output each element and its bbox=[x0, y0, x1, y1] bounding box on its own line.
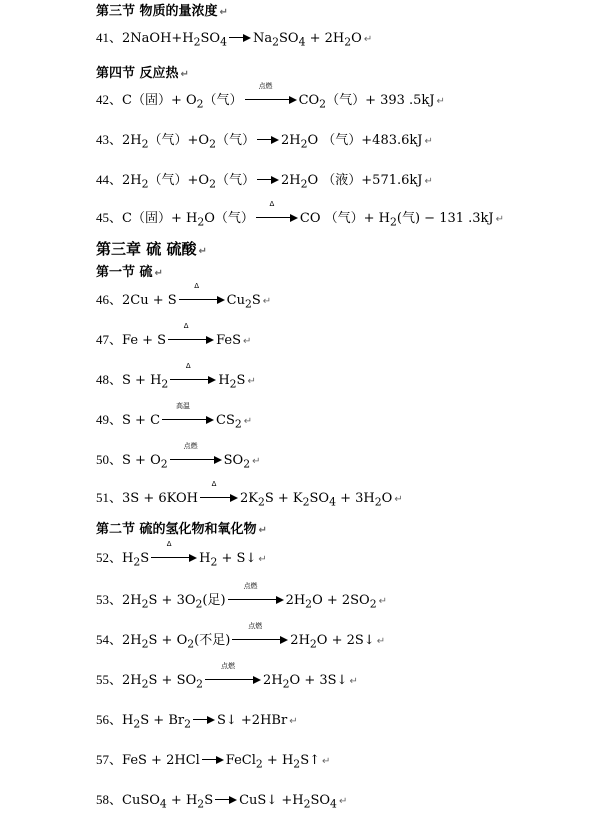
reaction-arrow-icon bbox=[257, 131, 279, 151]
equation-products: $CS_2$ bbox=[216, 413, 242, 431]
equation-number: 51、 bbox=[96, 490, 123, 505]
paragraph-mark: ↵ bbox=[363, 34, 373, 45]
reaction-arrow-icon bbox=[168, 322, 214, 351]
reaction-arrow-icon bbox=[151, 540, 197, 569]
reaction-condition: 点燃 bbox=[183, 442, 198, 450]
equation-number: 47、 bbox=[96, 332, 123, 347]
equation-reactants: S + C bbox=[122, 413, 161, 428]
equation-line bbox=[96, 480, 403, 509]
paragraph-mark: ↵ bbox=[436, 96, 445, 107]
equation-number: 58、 bbox=[96, 792, 123, 807]
reaction-condition: Δ bbox=[183, 322, 189, 330]
reaction-condition: 点燃 bbox=[243, 582, 258, 590]
paragraph-mark: ↵ bbox=[424, 136, 433, 147]
section-heading: 第一节 硫 ↵ bbox=[96, 265, 163, 280]
paragraph-mark: ↵ bbox=[262, 296, 272, 307]
paragraph-mark: ↵ bbox=[243, 336, 252, 347]
equation-reactants: 3S + 6KOH bbox=[122, 491, 198, 506]
equation-reactants: Fe + S bbox=[122, 333, 167, 348]
paragraph-mark: ↵ bbox=[180, 69, 189, 80]
section-heading: 第三节 物质的量浓度 ↵ bbox=[96, 4, 228, 19]
equation-products: $2H_2O$ （气）+483.6kJ bbox=[280, 133, 423, 151]
equation-number: 45、 bbox=[96, 210, 123, 225]
paragraph-mark: ↵ bbox=[198, 246, 207, 257]
reaction-arrow-icon bbox=[179, 282, 225, 311]
equation-number: 41、 bbox=[96, 30, 123, 45]
reaction-arrow-icon bbox=[205, 662, 261, 691]
paragraph-mark: ↵ bbox=[252, 456, 261, 467]
paragraph-mark: ↵ bbox=[322, 756, 331, 767]
equation-line bbox=[96, 200, 505, 229]
reaction-condition: Δ bbox=[166, 540, 172, 548]
section-heading: 第四节 反应热 ↵ bbox=[96, 66, 189, 81]
reaction-arrow-icon bbox=[193, 711, 215, 731]
paragraph-mark: ↵ bbox=[338, 796, 348, 807]
equation-line bbox=[96, 130, 433, 150]
equation-number: 55、 bbox=[96, 672, 123, 687]
reaction-arrow-icon bbox=[215, 791, 237, 811]
reaction-arrow-icon bbox=[170, 442, 222, 471]
equation-reactants: $2H_2S + 3O_2$(足) bbox=[122, 593, 226, 611]
reaction-arrow-icon bbox=[229, 29, 251, 49]
reaction-condition: Δ bbox=[211, 480, 217, 488]
equation-reactants: CuSO$_4$ + $H_2S$ bbox=[122, 793, 214, 811]
equation-line bbox=[96, 622, 386, 651]
reaction-arrow-icon bbox=[245, 82, 297, 111]
equation-number: 52、 bbox=[96, 550, 123, 565]
reaction-condition: 高温 bbox=[176, 402, 191, 410]
equation-products: $Na_2SO_4 + 2H_2O$ bbox=[253, 31, 362, 49]
equation-number: 42、 bbox=[96, 92, 123, 107]
equation-number: 49、 bbox=[96, 412, 123, 427]
equation-products: $2H_2O$ + 3S↓ bbox=[263, 673, 348, 691]
equation-reactants: $H_2S + Br_2$ bbox=[122, 713, 191, 731]
equation-number: 54、 bbox=[96, 632, 123, 647]
reaction-condition: Δ bbox=[185, 362, 191, 370]
paragraph-mark: ↵ bbox=[394, 494, 403, 505]
paragraph-mark: ↵ bbox=[258, 525, 267, 536]
equation-reactants: $2H_2S + SO_2$ bbox=[122, 673, 204, 691]
equation-products: $2H_2O + 2SO_2$ bbox=[285, 593, 377, 611]
equation-reactants: $2H_2$（气）$+O_2$（气） bbox=[122, 173, 255, 191]
equation-products: FeS bbox=[216, 333, 242, 348]
equation-line bbox=[96, 28, 372, 48]
equation-reactants: 2Cu + S bbox=[122, 293, 177, 308]
reaction-arrow-icon bbox=[228, 582, 284, 611]
equation-reactants: $S + H_2$ bbox=[122, 373, 169, 391]
paragraph-mark: ↵ bbox=[495, 214, 505, 225]
reaction-condition: 点燃 bbox=[258, 82, 273, 90]
equation-reactants: $H_2S$ bbox=[122, 551, 150, 569]
equation-number: 53、 bbox=[96, 592, 123, 607]
equation-number: 56、 bbox=[96, 712, 123, 727]
equation-number: 48、 bbox=[96, 372, 123, 387]
equation-products: $H_2S$ bbox=[218, 373, 246, 391]
equation-reactants: FeS + 2HCl bbox=[122, 753, 200, 768]
reaction-arrow-icon bbox=[162, 402, 214, 431]
reaction-condition: 点燃 bbox=[221, 662, 236, 670]
paragraph-mark: ↵ bbox=[258, 554, 267, 565]
reaction-arrow-icon bbox=[257, 171, 279, 191]
paragraph-mark: ↵ bbox=[424, 176, 433, 187]
equation-reactants: $S + O_2$ bbox=[122, 453, 168, 471]
reaction-arrow-icon bbox=[232, 622, 288, 651]
equation-line bbox=[96, 282, 272, 311]
equation-number: 43、 bbox=[96, 132, 123, 147]
equation-reactants: C（固）+ $H_2O$（气） bbox=[122, 211, 254, 229]
paragraph-mark: ↵ bbox=[243, 416, 253, 427]
equation-line bbox=[96, 662, 358, 691]
equation-line bbox=[96, 362, 256, 391]
paragraph-mark: ↵ bbox=[154, 268, 163, 279]
equation-products: $CO_2$（气）+ 393 .5kJ bbox=[298, 93, 435, 111]
reaction-arrow-icon bbox=[200, 480, 238, 509]
equation-line bbox=[96, 582, 387, 611]
section-heading: 第三章 硫 硫酸 ↵ bbox=[96, 240, 207, 258]
equation-reactants: $2NaOH+H_2SO_4$ bbox=[122, 31, 227, 49]
equation-products: S↓ +2HBr bbox=[216, 713, 288, 728]
equation-reactants: $2H_2S + O_2$(不足) bbox=[122, 633, 231, 651]
equation-products: $2H_2O$ + 2S↓ bbox=[290, 633, 375, 651]
equation-products: $Cu_2S$ bbox=[226, 293, 261, 311]
reaction-condition: Δ bbox=[194, 282, 200, 290]
equation-line bbox=[96, 82, 445, 111]
paragraph-mark: ↵ bbox=[289, 716, 298, 727]
paragraph-mark: ↵ bbox=[247, 376, 256, 387]
reaction-condition: 点燃 bbox=[248, 622, 263, 630]
equation-number: 46、 bbox=[96, 292, 123, 307]
paragraph-mark: ↵ bbox=[219, 7, 228, 18]
equation-line bbox=[96, 540, 267, 569]
equation-reactants: C（固）+ $O_2$（气） bbox=[122, 93, 243, 111]
equation-products: CO （气）+ $H_2$(气) − 131 .3kJ bbox=[299, 211, 494, 229]
section-heading: 第二节 硫的氢化物和氧化物 ↵ bbox=[96, 522, 267, 537]
paragraph-mark: ↵ bbox=[378, 596, 387, 607]
equation-products: CuS↓ $+H_2SO_4$ bbox=[239, 793, 337, 811]
equation-products: $2K_2S + K_2SO_4 + 3H_2O$ bbox=[239, 491, 393, 509]
equation-number: 44、 bbox=[96, 172, 123, 187]
equation-line bbox=[96, 322, 252, 350]
equation-products: $SO_2$ bbox=[223, 453, 251, 471]
paragraph-mark: ↵ bbox=[376, 636, 386, 647]
equation-products: $2H_2O$ （液）+571.6kJ bbox=[280, 173, 423, 191]
equation-number: 50、 bbox=[96, 452, 123, 467]
equation-number: 57、 bbox=[96, 752, 123, 767]
reaction-arrow-icon bbox=[170, 362, 216, 391]
paragraph-mark: ↵ bbox=[349, 676, 358, 687]
equation-line bbox=[96, 402, 253, 431]
equation-line bbox=[96, 750, 330, 770]
equation-products: $H_2$ + S↓ bbox=[199, 551, 257, 569]
equation-products: FeCl$_2$ + $H_2S↑$ bbox=[225, 753, 320, 771]
reaction-arrow-icon bbox=[256, 200, 298, 229]
reaction-arrow-icon bbox=[202, 751, 224, 771]
equation-line bbox=[96, 170, 433, 190]
equation-reactants: $2H_2$（气）$+O_2$（气） bbox=[122, 133, 255, 151]
equation-line bbox=[96, 710, 298, 730]
equation-line bbox=[96, 442, 261, 471]
reaction-condition: Δ bbox=[269, 200, 275, 208]
equation-line bbox=[96, 790, 347, 810]
